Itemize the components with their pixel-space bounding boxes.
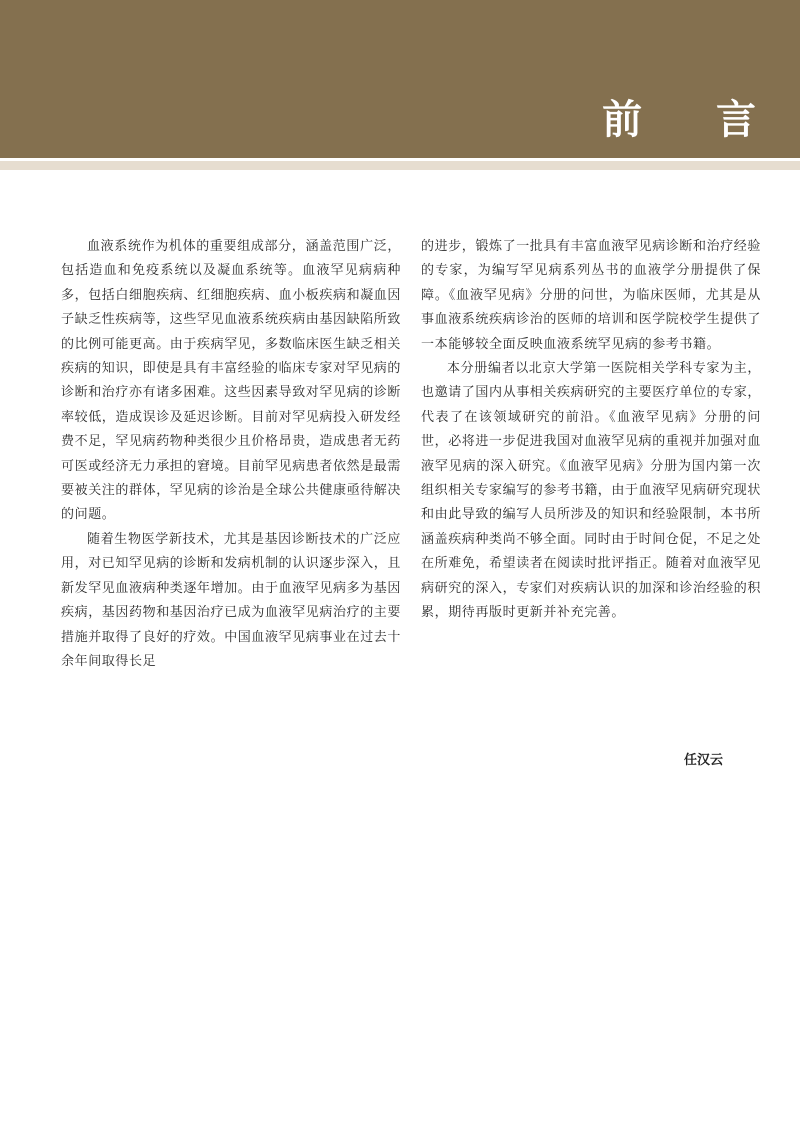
paragraph: 本分册编者以北京大学第一医院相关学科专家为主，也邀请了国内从事相关疾病研究的主要医疗单位的专家，代表了在该领域研究的前沿。《血液罕见病》分册的问世，必将进一步促进我国对血液罕见病的重视并加强对血液罕见病的深入研究。《血液罕见病》分册为国内第一次组织相关专家编写的参考书籍，由于血液罕见病研究现状和由此导致的编写人员所涉及的知识和经验限制，本书所涵盖疾病种类尚不够全面。同时由于时间仓促，不足之处在所难免，希望读者在阅读时批评指正。随着对血液罕见病研究的深入，专家们对疾病认识的加深和诊治经验的积累，期待再版时更新并补充完善。 [421, 361, 762, 621]
author-signature: 任汉云 [683, 753, 723, 768]
paragraph: 血液系统作为机体的重要组成部分，涵盖范围广泛，包括造血和免疫系统以及凝血系统等。血液罕见病病种多，包括白细胞疾病、红细胞疾病、血小板疾病和凝血因子缺乏性疾病等，这些罕见血液系统疾病由基因缺陷所致的比例可能更高。由于疾病罕见，多数临床医生缺乏相关疾病的知识，即使是具有丰富经验的临床专家对罕见病的诊断和治疗亦有诸多困难。这些因素导致对罕见病的诊断率较低，造成误诊及延迟诊断。目前对罕见病投入研发经费不足，罕见病药物种类很少且价格昂贵，造成患者无药可医或经济无力承担的窘境。目前罕见病患者依然是最需要被关注的群体，罕见病的诊治是全球公共健康亟待解决的问题。 [61, 239, 402, 523]
page-title: 前 言 [602, 96, 786, 143]
text-column-right [421, 235, 761, 626]
header-divider-stripe [0, 161, 800, 170]
text-column-left [61, 235, 401, 674]
paragraph: 随着生物医学新技术，尤其是基因诊断技术的广泛应用，对已知罕见病的诊断和发病机制的认识逐步深入，且新发罕见血液病种类逐年增加。由于血液罕见病多为基因疾病，基因药物和基因治疗已成为血液罕见病治疗的主要措施并取得了良好的疗效。中国血液罕见病事业在过去十余年间取得长足 [61, 531, 402, 669]
paragraph-continued: 的进步，锻炼了一批具有丰富血液罕见病诊断和治疗经验的专家，为编写罕见病系列丛书的血液学分册提供了保障。《血液罕见病》分册的问世，为临床医师，尤其是从事血液系统疾病诊治的医师的培训和医学院校学生提供了一本能够较全面反映血液系统罕见病的参考书籍。 [421, 239, 762, 352]
